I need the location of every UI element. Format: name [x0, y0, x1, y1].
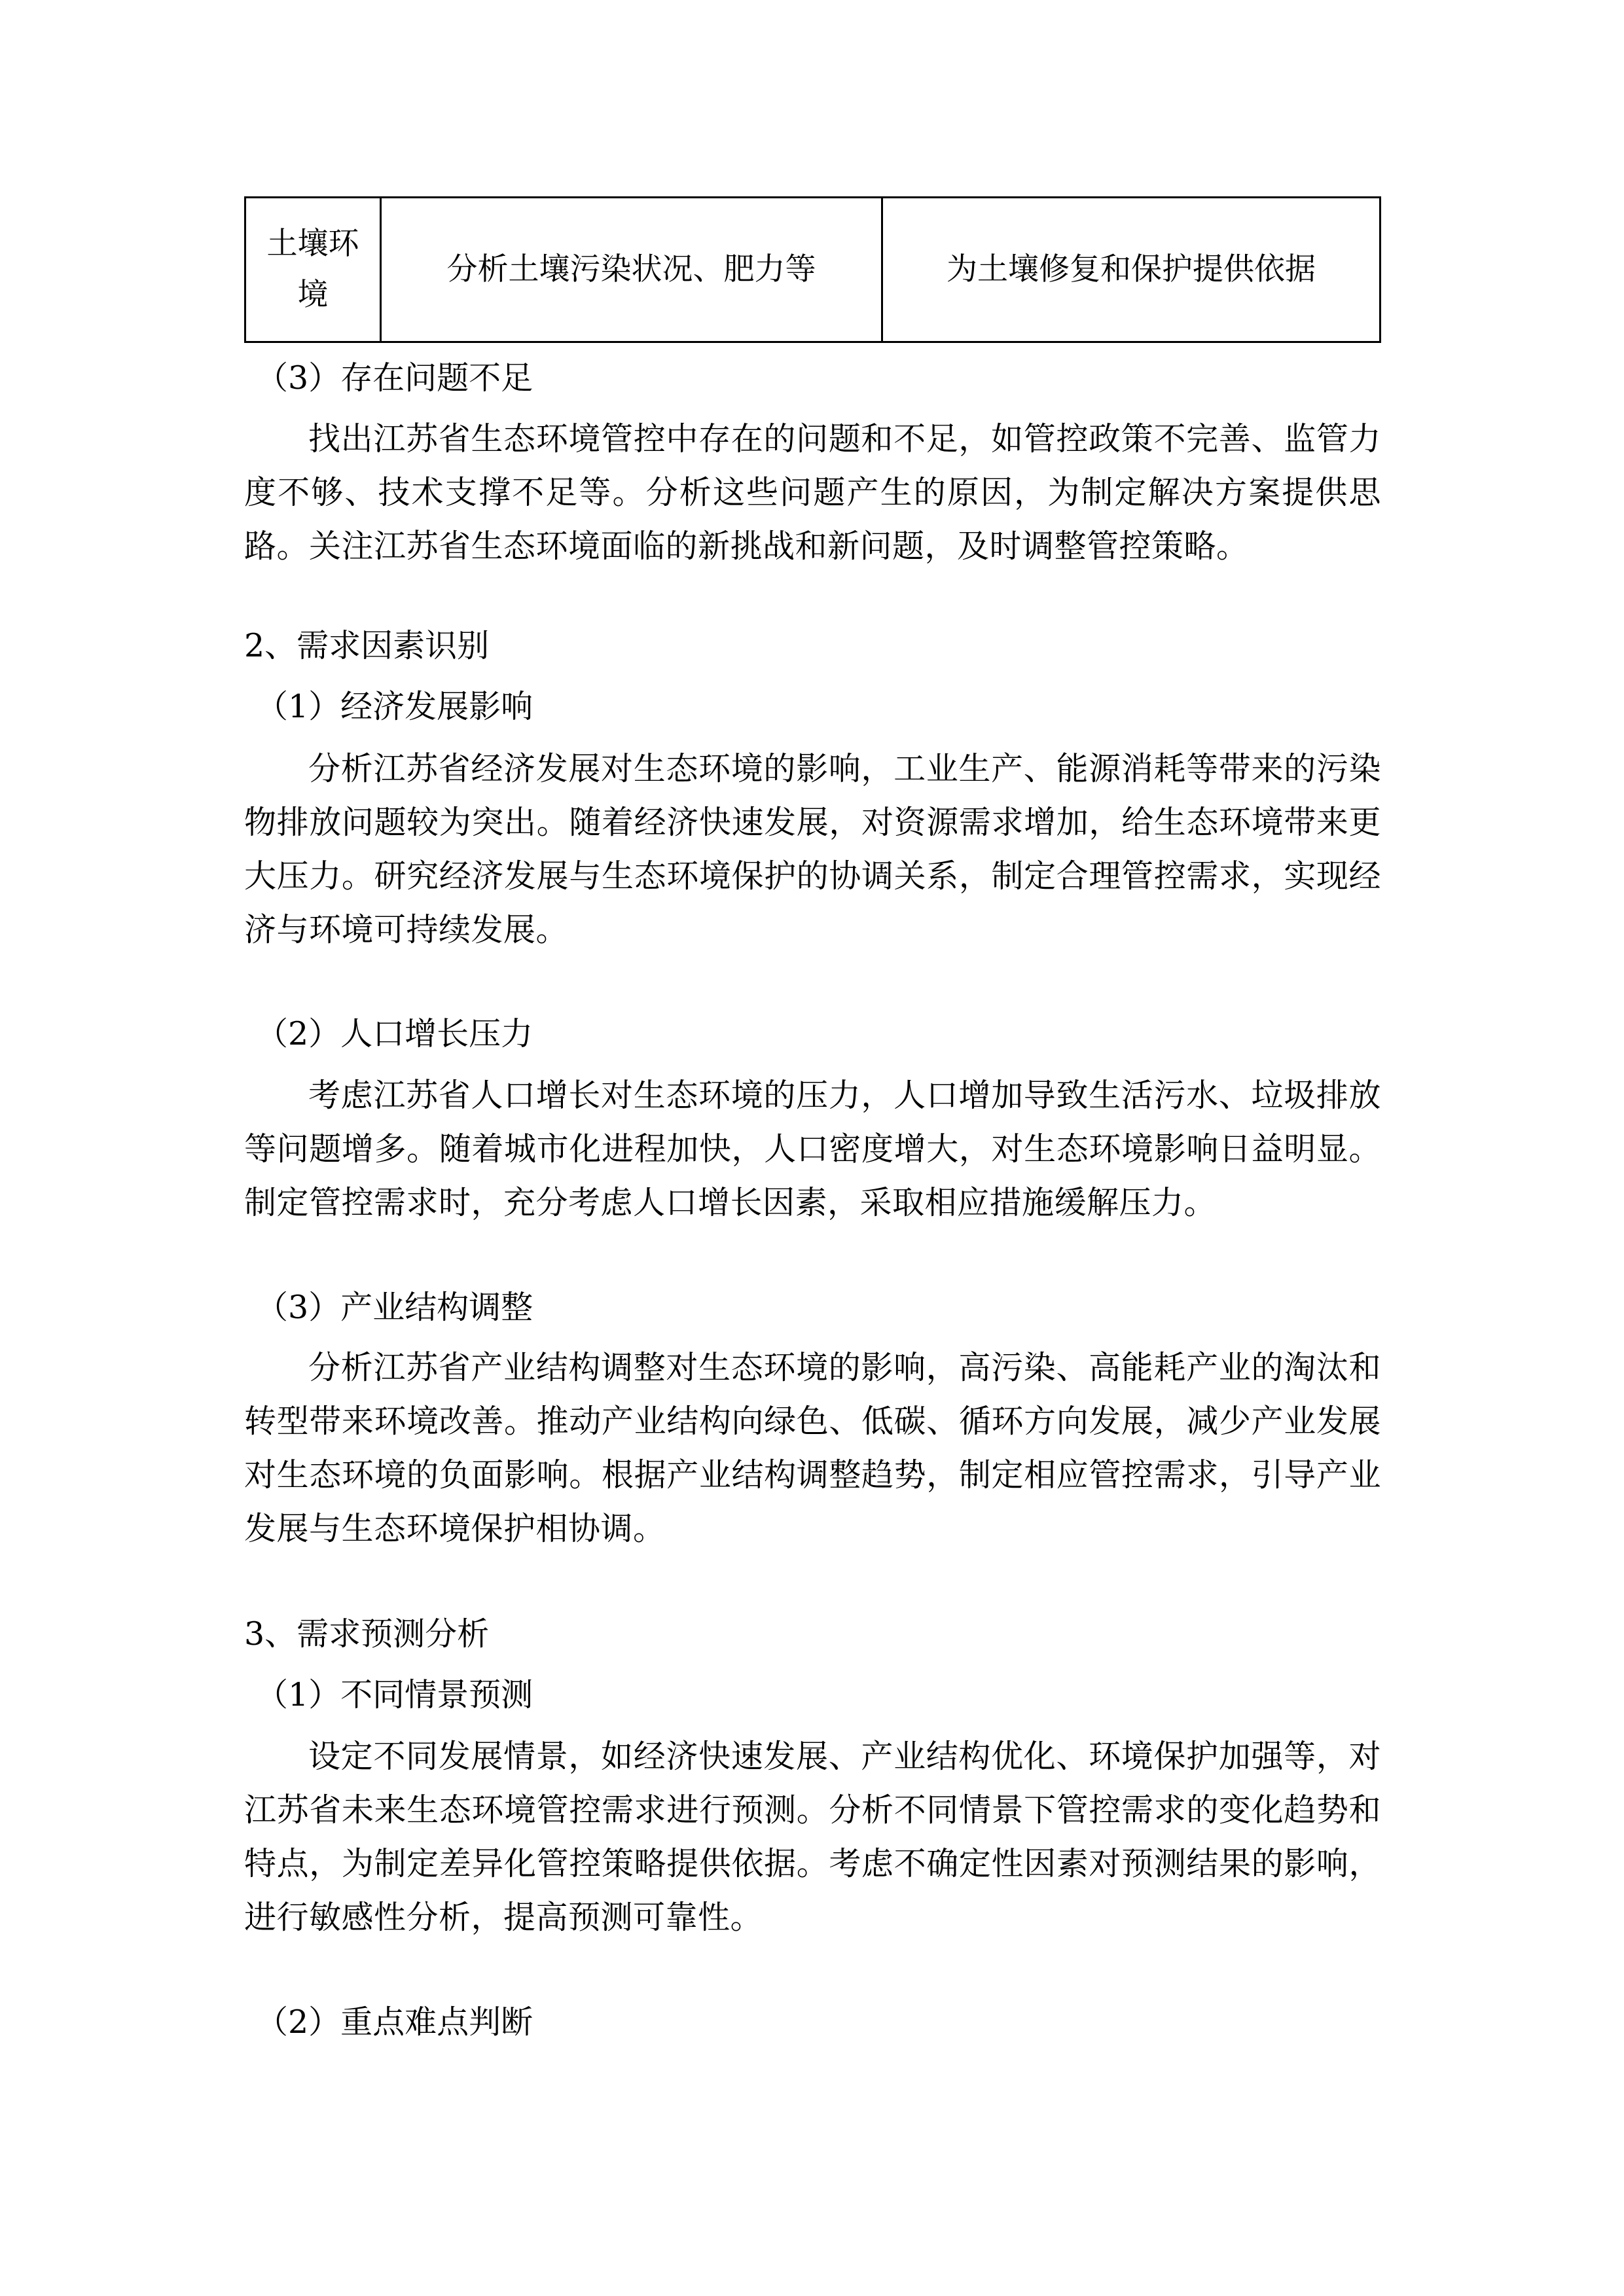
heading-problems-shortcomings: （3）存在问题不足 — [256, 359, 533, 397]
heading-industrial-restructuring: （3）产业结构调整 — [256, 1289, 533, 1326]
table-cell-content: 分析土壤污染状况、肥力等 — [381, 198, 882, 342]
soil-environment-table — [244, 196, 1381, 343]
paragraph-scenario-forecast: 设定不同发展情景，如经济快速发展、产业结构优化、环境保护加强等，对江苏省未来生态环境管控需求进行预测。分析不同情景下管控需求的变化趋势和特点，为制定差异化管控策略提供依据。考虑不确定性因素对预测结果的影响，进行敏感性分析，提高预测可靠性。 — [244, 1738, 1381, 1936]
heading-population-pressure: （2）人口增长压力 — [256, 1015, 533, 1052]
table-cell-purpose: 为土壤修复和保护提供依据 — [882, 198, 1380, 342]
heading-economic-impact: （1）经济发展影响 — [256, 688, 533, 725]
heading-key-difficulties: （2）重点难点判断 — [256, 2003, 533, 2041]
paragraph-population-pressure: 考虑江苏省人口增长对生态环境的压力，人口增加导致生活污水、垃圾排放等问题增多。随着城市化进程加快，人口密度增大，对生态环境影响日益明显。制定管控需求时，充分考虑人口增长因素，采取相应措施缓解压力。 — [244, 1077, 1381, 1221]
table-cell-category: 土壤环境 — [245, 198, 381, 342]
paragraph-problems-shortcomings: 找出江苏省生态环境管控中存在的问题和不足，如管控政策不完善、监管力度不够、技术支撑不足等。分析这些问题产生的原因，为制定解决方案提供思路。关注江苏省生态环境面临的新挑战和新问题，及时调整管控策略。 — [244, 420, 1381, 565]
paragraph-industrial-restructuring: 分析江苏省产业结构调整对生态环境的影响，高污染、高能耗产业的淘汰和转型带来环境改善。推动产业结构向绿色、低碳、循环方向发展，减少产业发展对生态环境的负面影响。根据产业结构调整趋势，制定相应管控需求，引导产业发展与生态环境保护相协调。 — [244, 1349, 1381, 1547]
section-heading-demand-factors: 2、需求因素识别 — [244, 627, 490, 664]
heading-scenario-forecast: （1）不同情景预测 — [256, 1676, 533, 1713]
table-row — [245, 198, 1380, 342]
paragraph-economic-impact: 分析江苏省经济发展对生态环境的影响，工业生产、能源消耗等带来的污染物排放问题较为突出。随着经济快速发展，对资源需求增加，给生态环境带来更大压力。研究经济发展与生态环境保护的协调关系，制定合理管控需求，实现经济与环境可持续发展。 — [244, 750, 1381, 948]
section-heading-demand-forecast: 3、需求预测分析 — [244, 1615, 490, 1653]
